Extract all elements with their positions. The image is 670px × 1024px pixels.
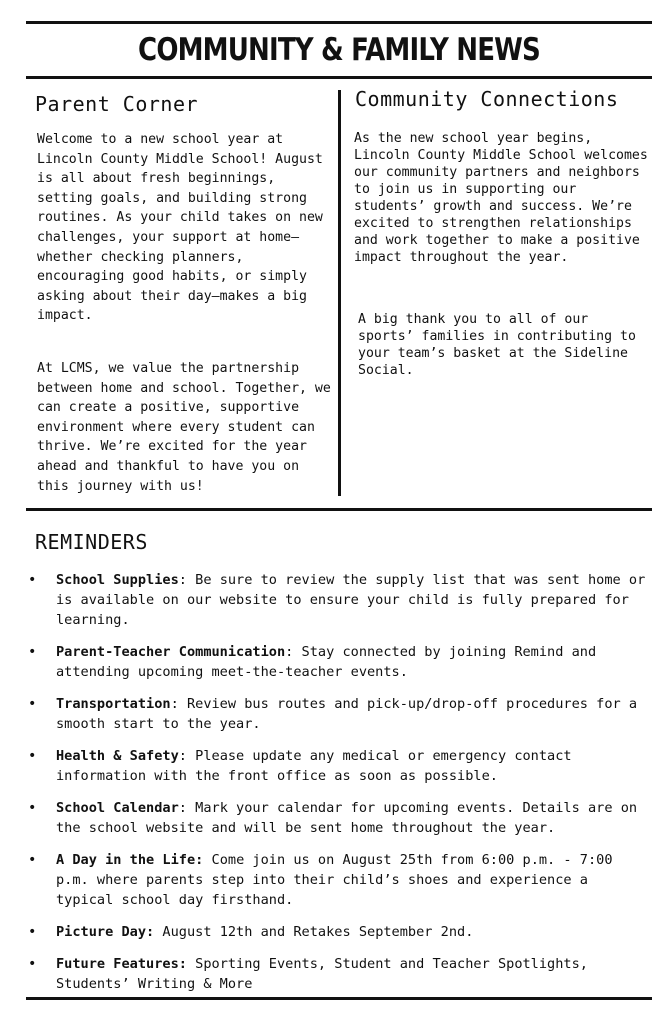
reminder-text: Review bus routes and pick-up/drop-off procedures for a smooth start to the year. bbox=[56, 696, 646, 732]
reminder-item bbox=[26, 746, 646, 786]
reminders-list bbox=[26, 570, 654, 994]
bullet-icon: • bbox=[28, 572, 37, 588]
reminder-label: Transportation bbox=[56, 696, 171, 712]
reminder-item bbox=[26, 850, 646, 910]
reminder-separator: : bbox=[285, 644, 294, 660]
reminder-label: School Calendar bbox=[56, 800, 179, 816]
reminder-item bbox=[26, 694, 646, 734]
reminder-label: A Day in the Life: bbox=[56, 852, 204, 868]
bullet-icon: • bbox=[28, 696, 37, 712]
reminder-text: Please update any medical or emergency contact information with the front office as soon as possible. bbox=[56, 748, 580, 784]
parent-corner-paragraph-2: At LCMS, we value the partnership between home and school. Together, we can create a positive, supportive environment where every student can thrive. We’re excited for the year ahead and thankful to have you on this journey with us! bbox=[37, 361, 331, 494]
bullet-icon: • bbox=[28, 956, 37, 972]
reminder-text: Come join us on August 25th from 6:00 p.m. - 7:00 p.m. where parents step into their child’s shoes and experience a typical school day firsthand. bbox=[56, 852, 621, 908]
reminder-label: Picture Day: bbox=[56, 924, 155, 940]
newsletter-title: COMMUNITY & FAMILY NEWS bbox=[138, 32, 540, 68]
bullet-icon: • bbox=[28, 924, 37, 940]
bullet-icon: • bbox=[28, 748, 37, 764]
reminder-item bbox=[26, 642, 646, 682]
reminder-item bbox=[26, 570, 654, 630]
bullet-icon: • bbox=[28, 644, 37, 660]
community-connections-paragraph-2: A big thank you to all of our sports’ families in contributing to your team’s basket at the Sideline Social. bbox=[358, 312, 636, 378]
section-rule bbox=[26, 508, 652, 511]
reminder-text: Be sure to review the supply list that was sent home or is available on our website to ensure your child is fully prepared for learning. bbox=[56, 572, 654, 628]
bottom-rule bbox=[26, 997, 652, 1000]
community-connections-heading: Community Connections bbox=[355, 87, 619, 111]
reminder-item bbox=[26, 954, 646, 994]
reminder-text: Stay connected by joining Remind and attending upcoming meet-the-teacher events. bbox=[56, 644, 605, 680]
top-rule bbox=[26, 21, 652, 24]
bullet-icon: • bbox=[28, 852, 37, 868]
reminder-label: Future Features: bbox=[56, 956, 187, 972]
parent-corner-heading: Parent Corner bbox=[35, 92, 199, 116]
reminder-item bbox=[26, 922, 646, 942]
bullet-icon: • bbox=[28, 800, 37, 816]
reminder-separator: : bbox=[178, 572, 187, 588]
reminder-label: School Supplies bbox=[56, 572, 179, 588]
reminder-label: Health & Safety bbox=[56, 748, 179, 764]
reminder-separator: : bbox=[178, 748, 187, 764]
reminder-separator: : bbox=[170, 696, 179, 712]
reminders-heading: REMINDERS bbox=[35, 530, 148, 554]
column-divider bbox=[338, 90, 341, 496]
reminder-label: Parent-Teacher Communication bbox=[56, 644, 286, 660]
reminder-separator: : bbox=[178, 800, 187, 816]
parent-corner-paragraph-1: Welcome to a new school year at Lincoln County Middle School! August is all about fresh beginnings, setting goals, and building strong routines. As your child takes on new challenges, your support at home—whether checking planners, encouraging good habits, or simply asking about their day—makes a big impact. bbox=[37, 132, 323, 324]
reminder-text: August 12th and Retakes September 2nd. bbox=[154, 924, 474, 940]
reminder-item bbox=[26, 798, 646, 838]
community-connections-paragraph-1: As the new school year begins, Lincoln County Middle School welcomes our community partners and neighbors to join us in supporting our students’ growth and success. We’re excited to strengthen relationships and work together to make a positive impact throughout the year. bbox=[354, 131, 648, 265]
reminder-text: Mark your calendar for upcoming events. Details are on the school website and will be sent home throughout the year. bbox=[56, 800, 646, 836]
title-rule bbox=[26, 76, 652, 79]
reminder-text: Sporting Events, Student and Teacher Spotlights, Students’ Writing & More bbox=[56, 956, 597, 992]
